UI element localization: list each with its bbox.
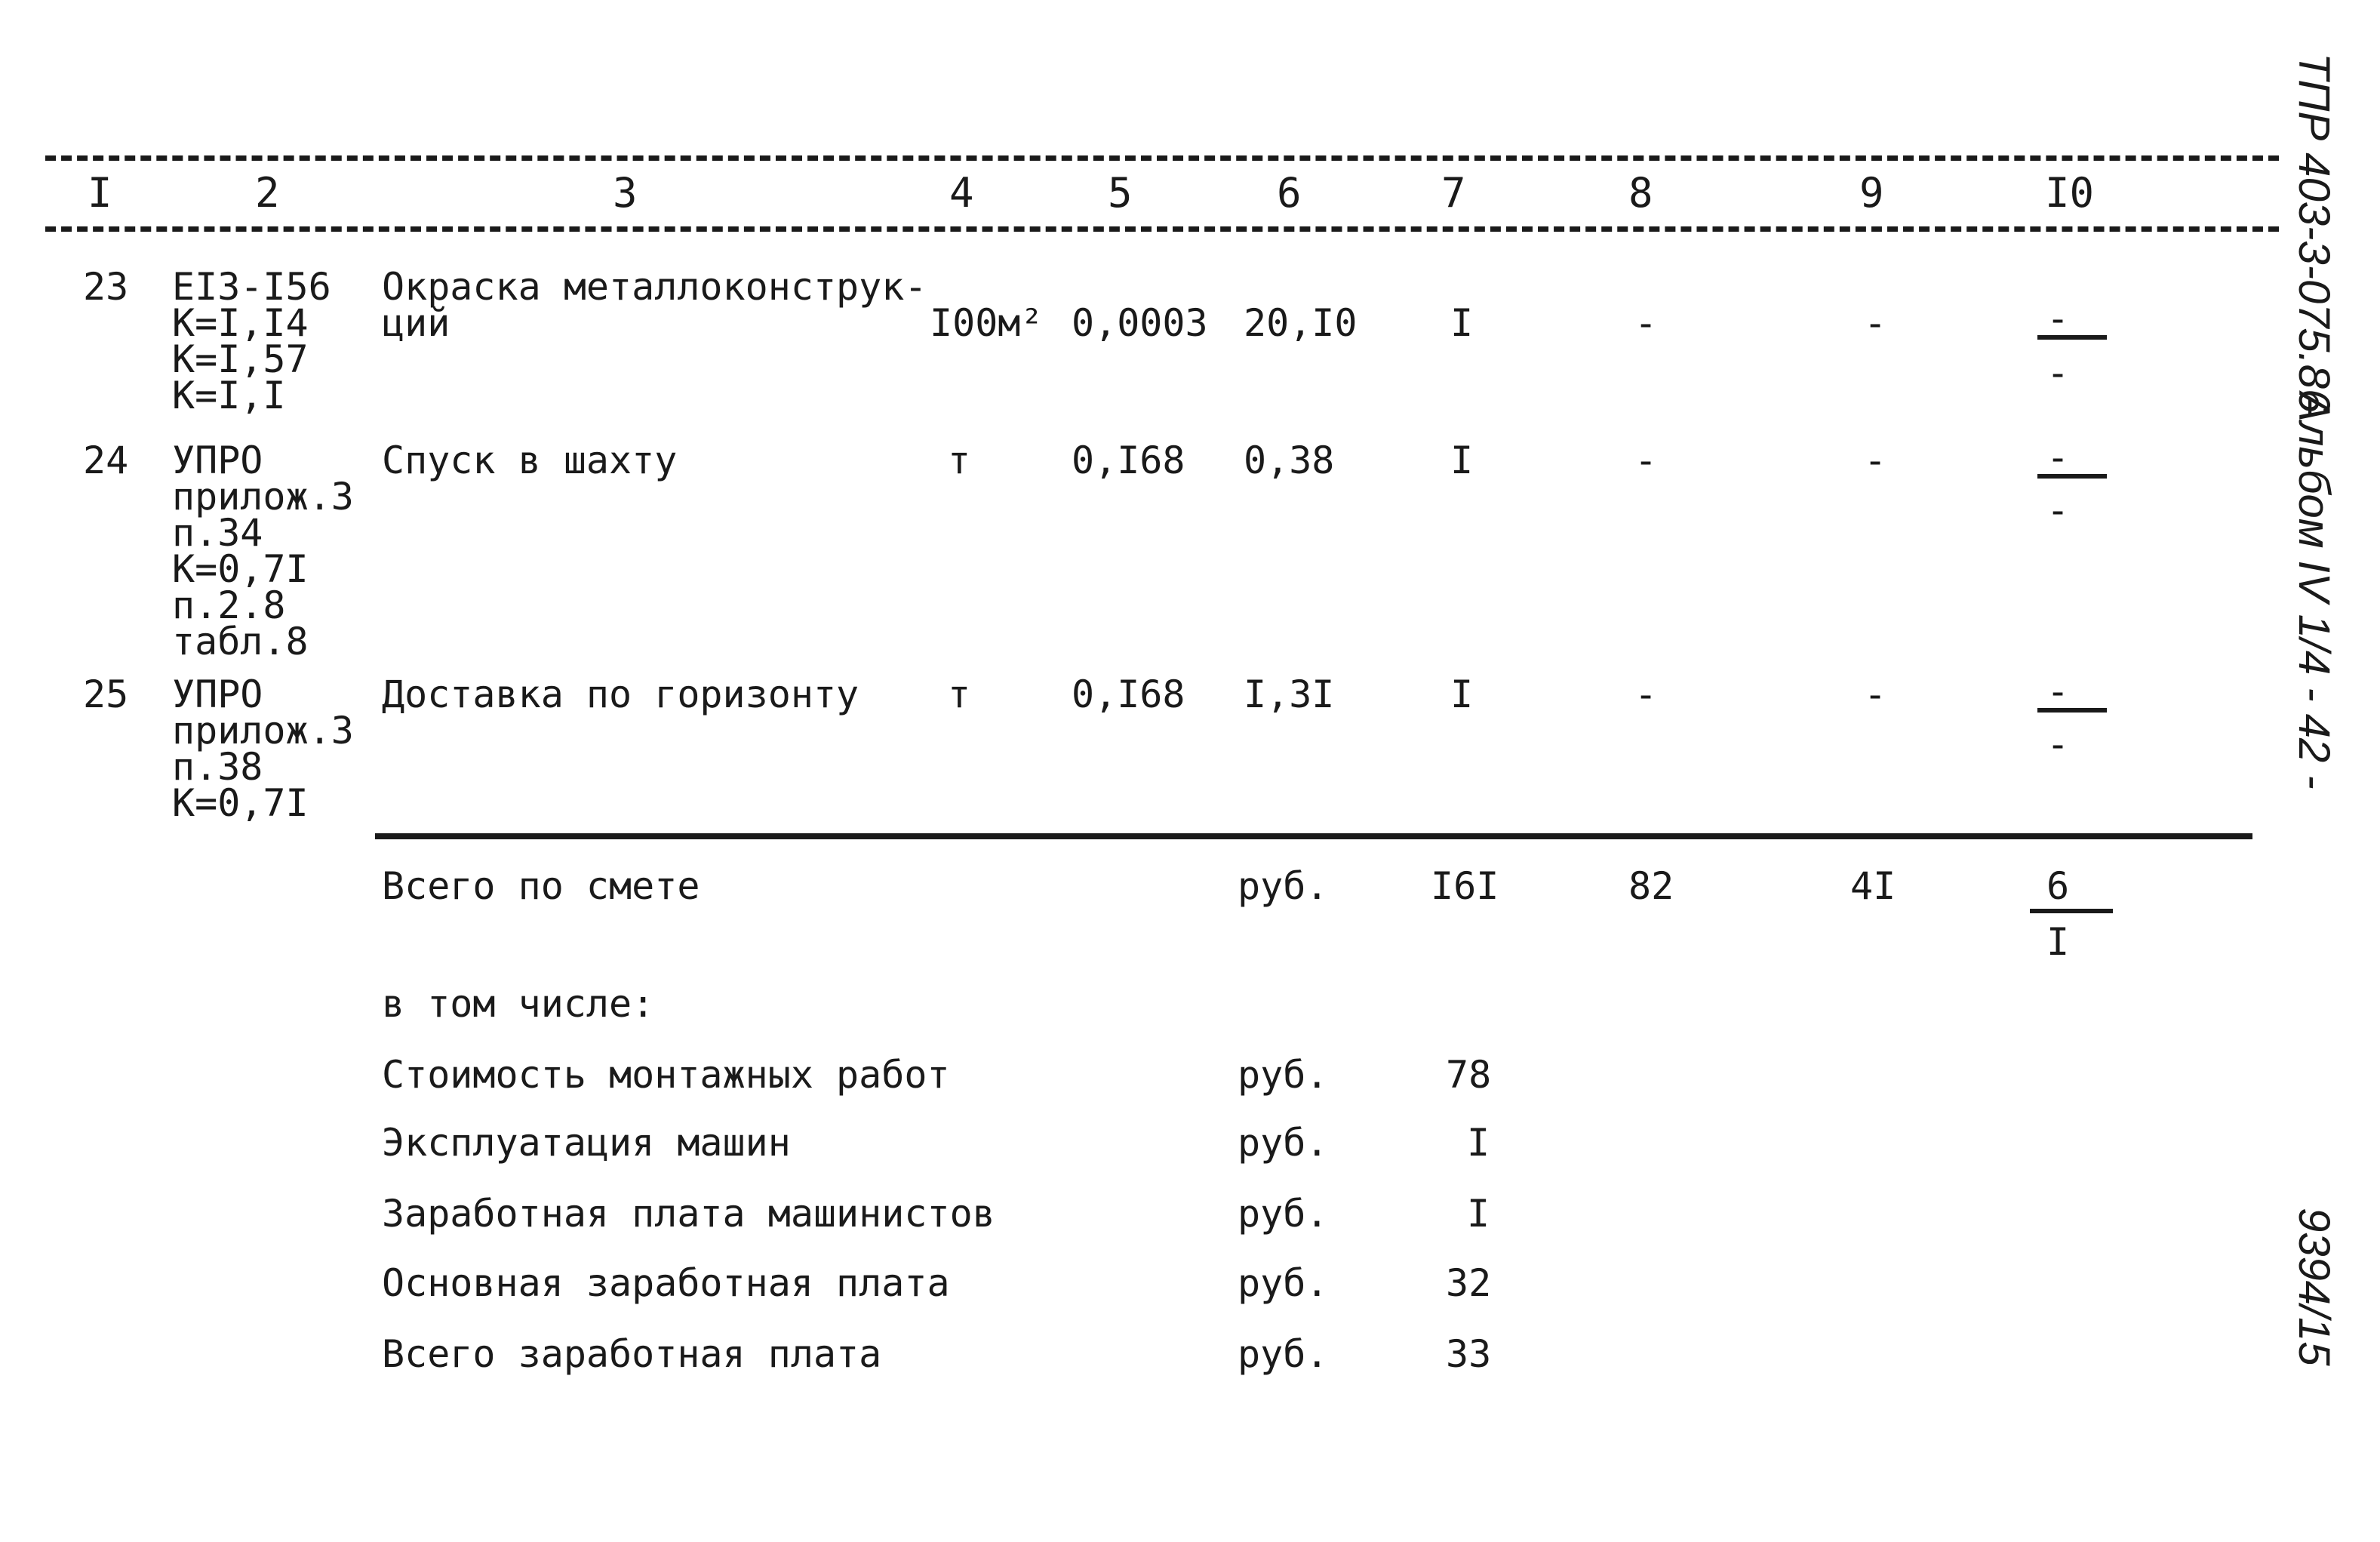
- total-label: Всего по смете: [382, 864, 700, 908]
- breakdown-value: 78: [1446, 1053, 1492, 1097]
- norm-code-line: прилож.3: [172, 709, 354, 753]
- column-header-7: 7: [1441, 169, 1466, 217]
- breakdown-label: Всего заработная плата: [382, 1332, 882, 1376]
- fraction-bar: [2037, 474, 2107, 479]
- row-number: 25: [83, 673, 129, 716]
- column-header-10: I0: [2045, 169, 2095, 217]
- column-header-9: 9: [1859, 169, 1884, 217]
- fraction-bar: [2037, 335, 2107, 340]
- column-header-6: 6: [1277, 169, 1302, 217]
- inventory-number-margin: 9394/15: [2289, 1208, 2338, 1366]
- breakdown-unit: руб.: [1238, 1332, 1329, 1376]
- col10-bottom: -: [2046, 488, 2070, 532]
- header-bottom-rule: [45, 226, 2279, 232]
- total-col9: 4I: [1850, 864, 1896, 908]
- unit-price: 20,I0: [1244, 301, 1358, 345]
- total-rule: [375, 833, 2252, 839]
- quantity: 0,0003: [1072, 301, 1208, 345]
- norm-code-line: K=I,57: [172, 337, 309, 381]
- column-header-2: 2: [255, 169, 280, 217]
- col10-top: -: [2046, 297, 2070, 340]
- breakdown-label: Основная заработная плата: [382, 1261, 950, 1305]
- col8-value: -: [1634, 673, 1658, 716]
- row-number: 24: [83, 439, 129, 482]
- total-col7: I6I: [1431, 864, 1499, 908]
- breakdown-unit: руб.: [1238, 1192, 1329, 1236]
- album-page-margin: Альбом IV 1/4 - 42 -: [2289, 392, 2338, 789]
- norm-code-line: прилож.3: [172, 475, 354, 519]
- unit: т: [948, 439, 971, 482]
- breakdown-unit: руб.: [1238, 1261, 1329, 1305]
- fraction-bar: [2030, 909, 2113, 913]
- total-unit: руб.: [1238, 864, 1329, 908]
- norm-code-line: табл.8: [172, 620, 309, 663]
- col10-bottom: -: [2046, 351, 2070, 395]
- col10-bottom: -: [2046, 722, 2070, 766]
- unit: I00м²: [930, 301, 1044, 345]
- col10-top: -: [2046, 669, 2070, 713]
- norm-code-line: УПРО: [172, 673, 263, 716]
- quantity: 0,I68: [1072, 439, 1185, 482]
- work-name-line: Спуск в шахту: [382, 439, 678, 482]
- norm-code-line: п.2.8: [172, 583, 286, 627]
- quantity: 0,I68: [1072, 673, 1185, 716]
- col10-top: -: [2046, 436, 2070, 479]
- total-col10-bottom: I: [2046, 920, 2070, 964]
- norm-code-line: K=I,I4: [172, 301, 309, 345]
- breakdown-value: I: [1467, 1192, 1490, 1236]
- breakdown-unit: руб.: [1238, 1053, 1329, 1097]
- work-name-line: Доставка по горизонту: [382, 673, 859, 716]
- norm-code-line: К=0,7I: [172, 781, 309, 825]
- column-header-8: 8: [1628, 169, 1653, 217]
- column-header-1: I: [88, 169, 112, 217]
- including-label: в том числе:: [382, 982, 655, 1026]
- col9-value: -: [1864, 673, 1887, 716]
- col9-value: -: [1864, 301, 1887, 345]
- breakdown-value: 33: [1446, 1332, 1492, 1376]
- col8-value: -: [1634, 439, 1658, 482]
- unit-price: I,3I: [1244, 673, 1335, 716]
- doc-code-margin: ТПР 403-3-075.86: [2289, 53, 2338, 414]
- col7-value: I: [1450, 439, 1474, 482]
- row-number: 23: [83, 265, 129, 309]
- col9-value: -: [1864, 439, 1887, 482]
- breakdown-value: I: [1467, 1121, 1490, 1165]
- breakdown-label: Стоимость монтажных работ: [382, 1053, 950, 1097]
- norm-code-line: K=I,I: [172, 374, 286, 417]
- breakdown-label: Заработная плата машинистов: [382, 1192, 995, 1236]
- unit: т: [948, 673, 971, 716]
- norm-code-line: п.34: [172, 511, 263, 555]
- norm-code-line: п.38: [172, 745, 263, 789]
- column-header-4: 4: [949, 169, 974, 217]
- column-header-3: 3: [613, 169, 638, 217]
- breakdown-value: 32: [1446, 1261, 1492, 1305]
- unit-price: 0,38: [1244, 439, 1335, 482]
- col7-value: I: [1450, 301, 1474, 345]
- norm-code-line: EI3-I56: [172, 265, 331, 309]
- col7-value: I: [1450, 673, 1474, 716]
- total-col8: 82: [1628, 864, 1674, 908]
- total-col10-top: 6: [2046, 864, 2070, 908]
- norm-code-line: К=0,7I: [172, 547, 309, 591]
- breakdown-unit: руб.: [1238, 1121, 1329, 1165]
- header-top-rule: [45, 155, 2279, 161]
- col8-value: -: [1634, 301, 1658, 345]
- breakdown-label: Эксплуатация машин: [382, 1121, 791, 1165]
- column-header-5: 5: [1108, 169, 1133, 217]
- norm-code-line: УПРО: [172, 439, 263, 482]
- work-name-line: Окраска металлоконструк-: [382, 265, 927, 309]
- fraction-bar: [2037, 708, 2107, 713]
- work-name-line: ций: [382, 301, 450, 345]
